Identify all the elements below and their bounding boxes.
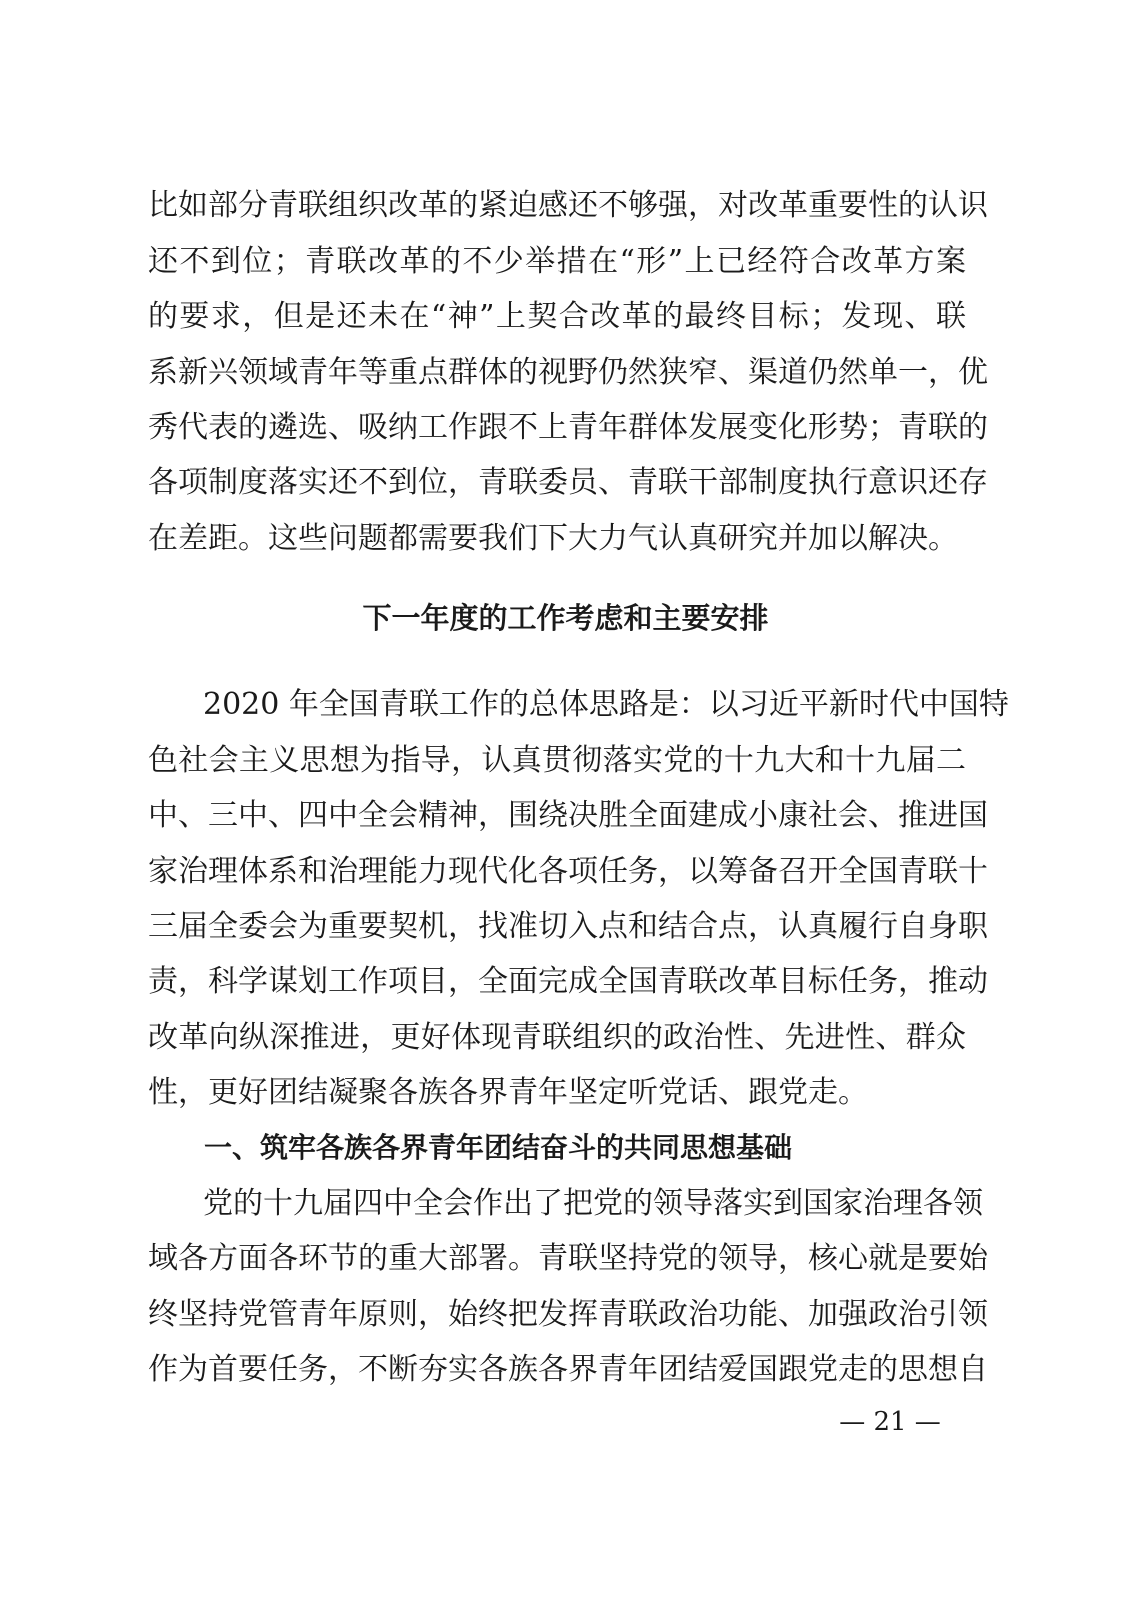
section-1-line-3: 终坚持党管青年原则，始终把发挥青联政治功能、加强政治引领 xyxy=(148,1297,988,1332)
intro-line-4: 系新兴领域青年等重点群体的视野仍然狭窄、渠道仍然单一，优 xyxy=(148,355,988,390)
section-1-title: 一、筑牢各族各界青年团结奋斗的共同思想基础 xyxy=(204,1131,793,1164)
overall-line-6: 责，科学谋划工作项目，全面完成全国青联改革目标任务，推动 xyxy=(148,964,988,999)
page-number: — 21 — xyxy=(839,1407,941,1437)
overall-line-8: 性，更好团结凝聚各族各界青年坚定听党话、跟党走。 xyxy=(148,1075,868,1110)
overall-line-2: 色社会主义思想为指导，认真贯彻落实党的十九大和十九届二 xyxy=(148,743,966,778)
intro-line-1: 比如部分青联组织改革的紧迫感还不够强，对改革重要性的认识 xyxy=(148,188,988,223)
overall-line-4: 家治理体系和治理能力现代化各项任务，以筹备召开全国青联十 xyxy=(148,854,988,889)
section-1-line-2: 域各方面各环节的重大部署。青联坚持党的领导，核心就是要始 xyxy=(148,1241,988,1276)
intro-line-2: 还不到位；青联改革的不少举措在“形”上已经符合改革方案 xyxy=(148,244,966,279)
section-1-line-4: 作为首要任务，不断夯实各族各界青年团结爱国跟党走的思想自 xyxy=(148,1352,988,1387)
intro-line-6: 各项制度落实还不到位，青联委员、青联干部制度执行意识还存 xyxy=(148,465,988,500)
intro-line-3: 的要求，但是还未在“神”上契合改革的最终目标；发现、联 xyxy=(148,299,966,334)
overall-line-1: 2020 年全国青联工作的总体思路是：以习近平新时代中国特 xyxy=(203,687,1009,722)
overall-line-5: 三届全委会为重要契机，找准切入点和结合点，认真履行自身职 xyxy=(148,909,988,944)
section-1-line-1: 党的十九届四中全会作出了把党的领导落实到国家治理各领 xyxy=(203,1186,983,1221)
overall-line-3: 中、三中、四中全会精神，围绕决胜全面建成小康社会、推进国 xyxy=(148,798,988,833)
intro-line-5: 秀代表的遴选、吸纳工作跟不上青年群体发展变化形势；青联的 xyxy=(148,410,988,445)
section-heading: 下一年度的工作考虑和主要安排 xyxy=(362,601,769,635)
intro-line-7: 在差距。这些问题都需要我们下大力气认真研究并加以解决。 xyxy=(148,521,958,556)
overall-line-7: 改革向纵深推进，更好体现青联组织的政治性、先进性、群众 xyxy=(148,1020,966,1055)
